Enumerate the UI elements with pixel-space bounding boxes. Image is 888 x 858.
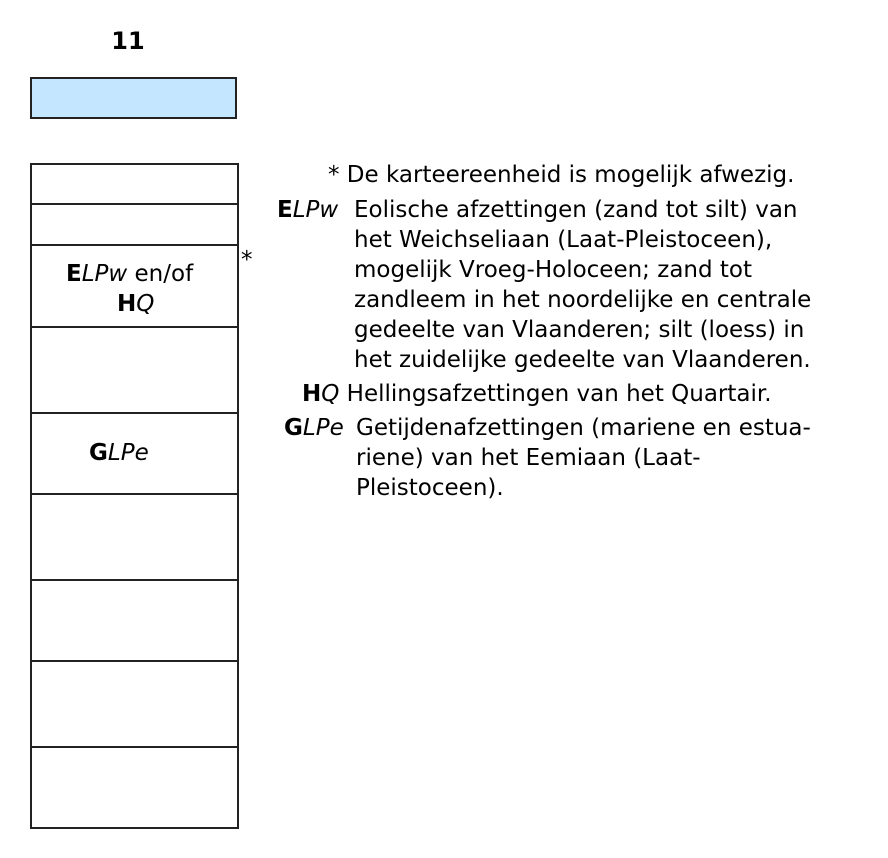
legend-line: het Weichseliaan (Laat-Pleistoceen), [354,227,773,253]
legend-code-glpe: GLPe [284,415,344,441]
legend-line: zandleem in het noordelijke en centrale [354,287,812,313]
legend-line: Getijdenafzettingen (mariene en estua- [356,415,811,441]
column-number: 11 [111,27,145,55]
column-divider [32,412,237,414]
legend-line: mogelijk Vroeg-Holoceen; zand tot [354,257,753,283]
column-divider [32,746,237,748]
unit-label-elpw: ELPw en/of [66,261,194,287]
legend-text-glpe [356,413,811,503]
legend-line: Pleistoceen). [356,475,504,501]
column-divider [32,660,237,662]
legend-line: Eolische afzettingen (zand tot silt) van [354,197,798,223]
top-color-box [30,77,237,119]
column-divider [32,244,237,246]
absence-marker: * [241,247,253,273]
unit-label-glpe: GLPe [89,440,149,466]
legend-code-elpw: ELPw [277,197,339,223]
legend-line: het zuidelijke gedeelte van Vlaanderen. [354,347,811,373]
legend-text-elpw [354,195,811,375]
legend-text-hq: Hellingsafzettingen van het Quartair. [346,381,772,407]
unit-label-hq: HQ [117,291,155,317]
legend-entry-hq: HQ Hellingsafzettingen van het Quartair. [302,381,772,407]
legend-line: gedeelte van Vlaanderen; silt (loess) in [354,317,805,343]
legend-line: riene) van het Eemiaan (Laat- [356,445,701,471]
column-divider [32,326,237,328]
column-divider [32,579,237,581]
legend-note: * De karteereenheid is mogelijk afwezig. [328,162,795,188]
column-divider [32,203,237,205]
column-divider [32,493,237,495]
